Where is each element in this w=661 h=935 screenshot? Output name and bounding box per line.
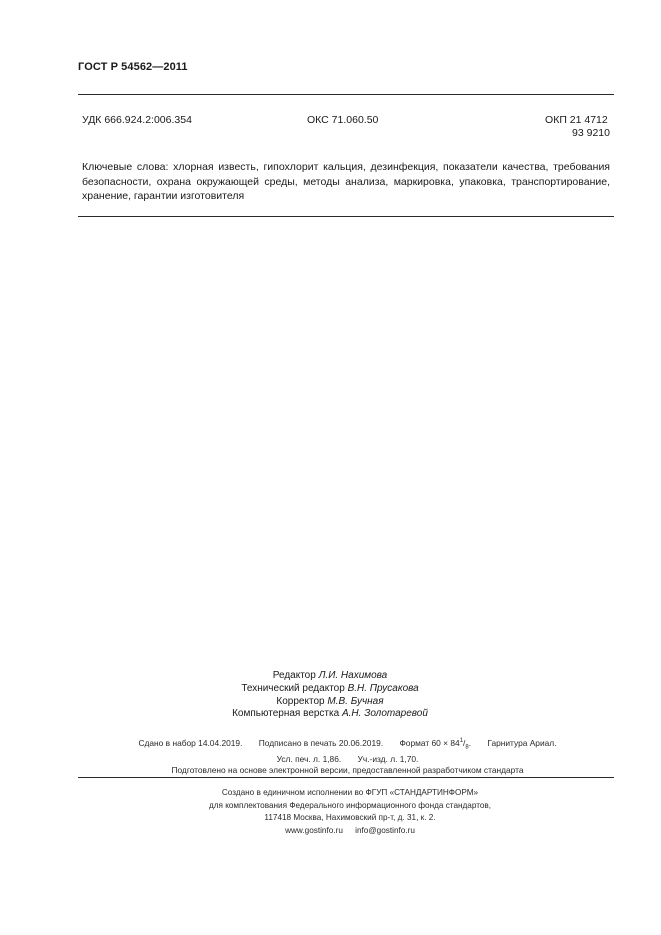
website-link[interactable]: www.gostinfo.ru: [285, 825, 343, 835]
footer-line3: 117418 Москва, Нахимовский пр-т, д. 31, к. 2.: [264, 813, 436, 823]
divider-bottom: [78, 777, 614, 778]
udk-code: УДК 666.924.2:006.354: [82, 114, 192, 126]
print-sheets: Усл. печ. л. 1,86.: [276, 753, 342, 764]
divider-top: [78, 94, 614, 95]
publication-line2: [100, 754, 595, 766]
typeface: Гарнитура Ариал.: [487, 737, 557, 748]
credit-layout: [180, 708, 480, 721]
editor-name: Л.И. Нахимова: [318, 670, 388, 681]
credit-corrector: [180, 696, 480, 709]
footer-contacts: [140, 825, 560, 838]
layout-name: А.Н. Золотаревой: [341, 708, 428, 720]
submitted-date: Сдано в набор 14.04.2019.: [138, 737, 243, 748]
credits-block: [180, 670, 480, 721]
divider-middle: [78, 216, 614, 217]
publisher-footer: [140, 787, 560, 837]
publisher-sheets: Уч.-изд. л. 1,70.: [357, 753, 419, 764]
standard-code: ГОСТ Р 54562—2011: [78, 61, 188, 73]
tech-editor-name: В.Н. Прусакова: [347, 682, 419, 694]
okp-code-line1: ОКП 21 4712: [545, 114, 608, 126]
keywords-paragraph: Ключевые слова: хлорная известь, гипохлорит кальция, дезинфекция, показатели качества, требования безопасности, охрана окружающей среды, методы анализа, маркировка, упаковка, транспортирование, хранение, гарантии изготовителя: [82, 161, 610, 202]
signed-date: Подписано в печать 20.06.2019.: [258, 737, 384, 748]
okp-code-line2: 93 9210: [572, 127, 610, 139]
credit-editor: [180, 670, 480, 683]
layout-label: Компьютерная верстка: [232, 708, 340, 720]
publication-line1: [100, 736, 595, 754]
publication-info: [100, 736, 595, 777]
corrector-label: Корректор: [276, 695, 325, 707]
corrector-name: М.В. Бучная: [327, 695, 384, 707]
email-link[interactable]: info@gostinfo.ru: [355, 825, 415, 835]
prepared-note: Подготовлено на основе электронной версии, предоставленной разработчиком стандарта: [171, 765, 524, 776]
oks-code: ОКС 71.060.50: [307, 114, 379, 126]
editor-label: Редактор: [272, 670, 316, 681]
footer-line2: для комплектования Федерального информационного фонда стандартов,: [208, 800, 492, 810]
tech-editor-label: Технический редактор: [241, 682, 345, 694]
paper-format: Формат $60 \times 84^1/_8$.: [399, 737, 472, 751]
okp-code: [545, 114, 610, 140]
credit-tech-editor: [180, 683, 480, 696]
footer-line1: Создано в единичном исполнении во ФГУП «СТАНДАРТИНФОРМ»: [221, 788, 479, 797]
